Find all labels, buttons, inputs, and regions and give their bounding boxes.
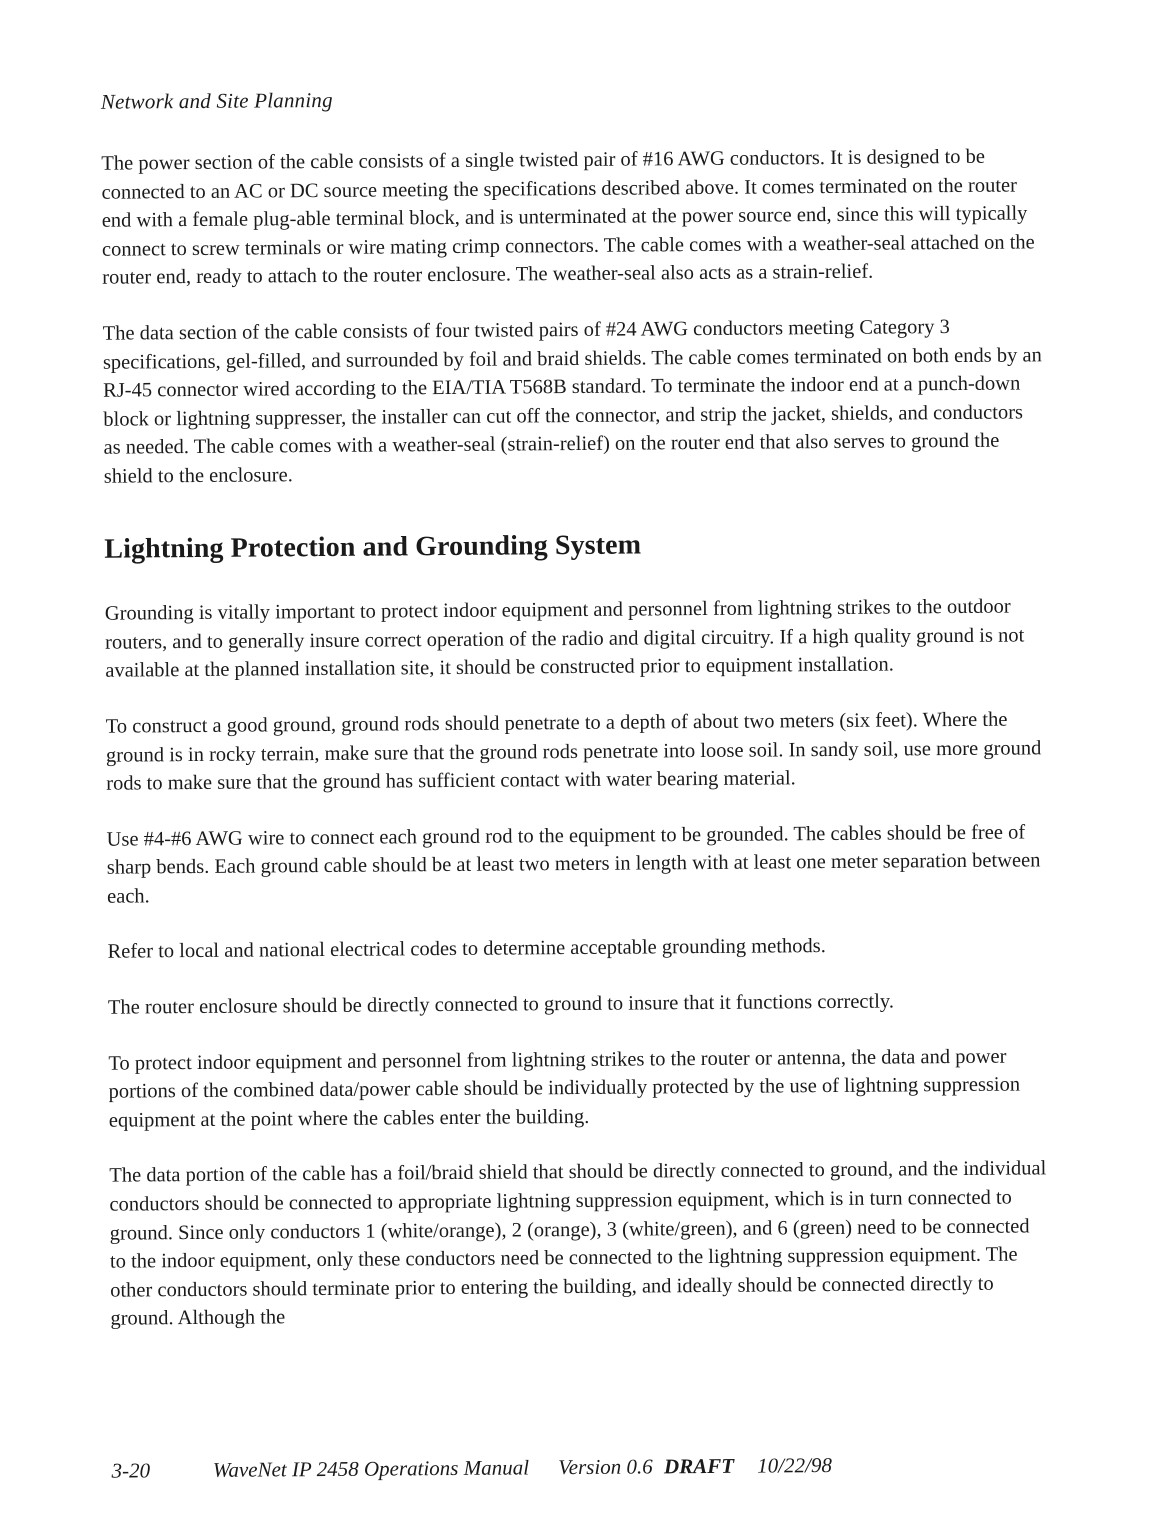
page-body	[101, 142, 1050, 1360]
footer-draft-label: DRAFT	[663, 1453, 735, 1479]
footer-manual-title: WaveNet IP 2458 Operations Manual	[212, 1455, 530, 1482]
paragraph-suppression: To protect indoor equipment and personnel from lightning strikes to the router or antenna, the data and power portions of the combined data/power cable should be individually protected by the use of lightning suppression equipment at the point where the cables enter the building.	[108, 1045, 1021, 1132]
paragraph-ground-wire: Use #4-#6 AWG wire to connect each ground rod to the equipment to be grounded. The cables should be free of sharp bends. Each ground cable should be at least two meters in length with at least one meter separation between each.	[106, 821, 1041, 908]
paragraph-data-section: The data section of the cable consists of four twisted pairs of #24 AWG conductors meeting Category 3 specifications, gel-filled, and surrounded by foil and braid shields. The cable comes terminated on both ends by an RJ-45 connector wired according to the EIA/TIA T568B standard. To terminate the indoor end at a punch-down block or lightning suppresser, the installer can cut off the connector, and strip the jacket, shields, and conductors as needed. The cable comes with a weather-seal (strain-relief) on the router end that also serves to ground the shield to the enclosure.	[102, 316, 1042, 488]
paragraph-grounding-importance: Grounding is vitally important to protect indoor equipment and personnel from lightning strikes to the outdoor routers, and to generally insure correct operation of the radio and digital circuitry. If a high quality ground is not available at the planned installation site, it should be constructed prior to equipment installation.	[104, 595, 1025, 683]
paragraph-router-enclosure: The router enclosure should be directly connected to ground to insure that it functions correctly.	[107, 990, 894, 1019]
paragraph-power-section: The power section of the cable consists of a single twisted pair of #16 AWG conductors. It is designed to be connected to an AC or DC source meeting the specifications described above. It comes terminated on the router end with a female plug-able terminal block, and is unterminated at the power source end, since this will typically connect to screw terminals or wire mating crimp connectors. The cable comes with a weather-seal attached on the router end, ready to attach to the router enclosure. The weather-seal also acts as a strain-relief.	[101, 145, 1035, 290]
running-header: Network and Site Planning	[100, 87, 333, 114]
paragraph-ground-rods: To construct a good ground, ground rods should penetrate to a depth of about two meters (six feet). Where the ground is in rocky terrain, make sure that the ground rods penetrate into loose soil. In sandy soil, use more ground rods to make sure that the ground has sufficient contact with water bearing material.	[105, 708, 1042, 795]
paragraph-data-shield: The data portion of the cable has a foil/braid shield that should be directly connected to ground, and the individual conductors should be connected to appropriate lightning suppression equipment, which is in turn connected to ground. Since only conductors 1 (white/orange), 2 (orange), 3 (white/green), and 6 (green) need to be connected to the indoor equipment, only these conductors need be connected to the lightning suppression equipment. The other conductors should terminate prior to entering the building, and ideally should be connected directly to ground. Although the	[109, 1157, 1047, 1331]
footer-page-number: 3-20	[111, 1458, 151, 1483]
section-heading: Lightning Protection and Grounding System	[104, 529, 642, 565]
footer-date: 10/22/98	[757, 1453, 832, 1478]
footer-version: Version 0.6	[558, 1454, 653, 1480]
page-footer	[112, 1453, 833, 1484]
paragraph-electrical-codes: Refer to local and national electrical codes to determine acceptable grounding methods.	[107, 935, 826, 964]
